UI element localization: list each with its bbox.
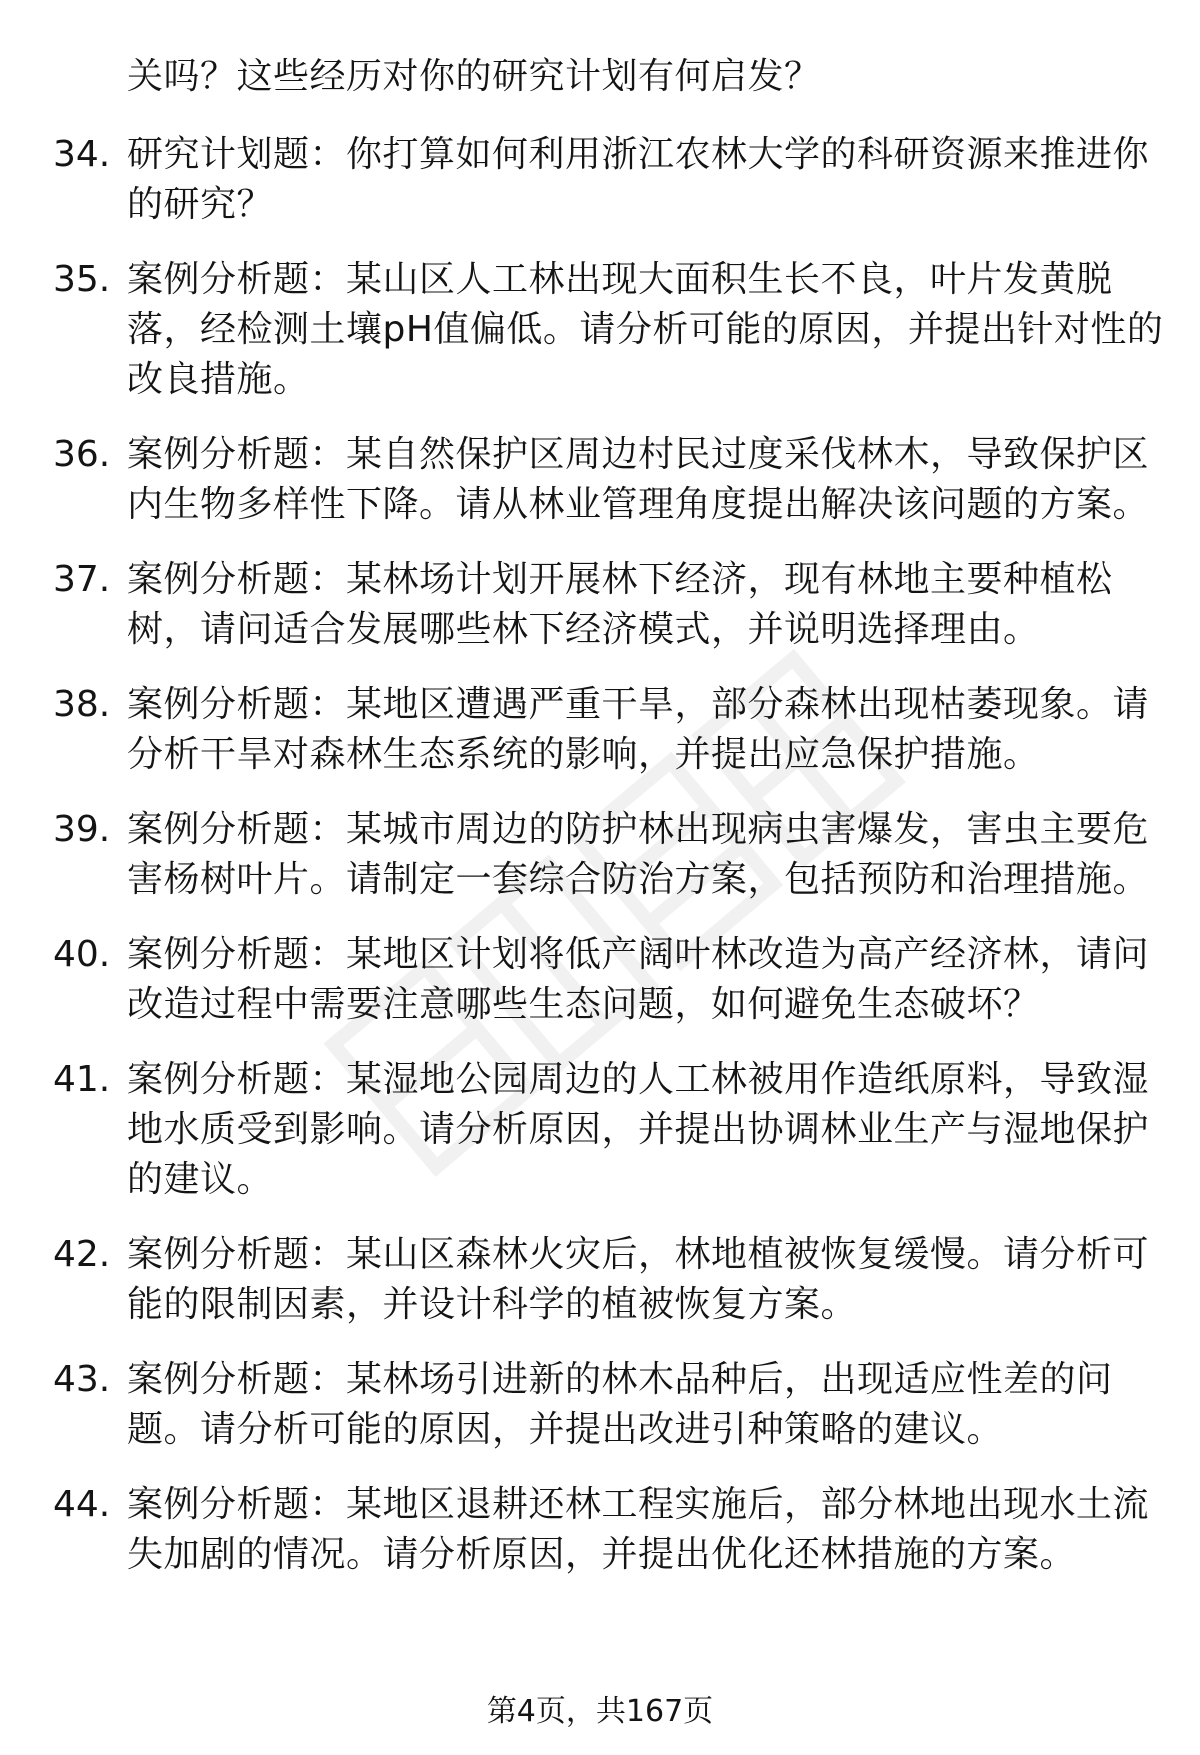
question-text-line: 案例分析题：某城市周边的防护林出现病虫害爆发，害虫主要危 bbox=[127, 809, 1150, 850]
question-text bbox=[127, 130, 1157, 230]
question-text-line: 的建议。 bbox=[127, 1159, 274, 1200]
question-number: 43. bbox=[53, 1359, 111, 1400]
question-text bbox=[127, 1055, 1157, 1205]
question-text bbox=[127, 1355, 1157, 1455]
question-text-line: 研究计划题：你打算如何利用浙江农林大学的科研资源来推进你 bbox=[127, 134, 1150, 175]
question-text-line: 害杨树叶片。请制定一套综合防治方案，包括预防和治理措施。 bbox=[127, 859, 1150, 900]
question-text bbox=[127, 555, 1157, 655]
question-text bbox=[127, 1480, 1157, 1580]
question-text bbox=[127, 930, 1157, 1030]
question-text-line: 案例分析题：某山区人工林出现大面积生长不良，叶片发黄脱 bbox=[127, 259, 1113, 300]
question-text bbox=[127, 430, 1157, 530]
question-text-line: 案例分析题：某地区退耕还林工程实施后，部分林地出现水土流 bbox=[127, 1484, 1150, 1525]
question-text-line: 失加剧的情况。请分析原因，并提出优化还林措施的方案。 bbox=[127, 1534, 1077, 1575]
question-text-line: 分析干旱对森林生态系统的影响，并提出应急保护措施。 bbox=[127, 734, 1040, 775]
question-text-line: 改良措施。 bbox=[127, 359, 310, 400]
continuation-line: 关吗？这些经历对你的研究计划有何启发？ bbox=[127, 56, 821, 97]
question-text-line: 树，请问适合发展哪些林下经济模式，并说明选择理由。 bbox=[127, 609, 1040, 650]
question-number: 41. bbox=[53, 1059, 111, 1100]
question-number: 36. bbox=[53, 434, 111, 475]
question-text bbox=[127, 255, 1164, 405]
question-text-line: 地水质受到影响。请分析原因，并提出协调林业生产与湿地保护 bbox=[127, 1109, 1150, 1150]
question-number: 42. bbox=[53, 1234, 111, 1275]
question-text-line: 改造过程中需要注意哪些生态问题，如何避免生态破坏？ bbox=[127, 984, 1040, 1025]
question-text-line: 案例分析题：某地区遭遇严重干旱，部分森林出现枯萎现象。请 bbox=[127, 684, 1150, 725]
question-text-line: 题。请分析可能的原因，并提出改进引种策略的建议。 bbox=[127, 1409, 1004, 1450]
question-text-line: 案例分析题：某林场计划开展林下经济，现有林地主要种植松 bbox=[127, 559, 1113, 600]
question-number: 34. bbox=[53, 134, 111, 175]
question-number: 39. bbox=[53, 809, 111, 850]
question-text-line: 内生物多样性下降。请从林业管理角度提出解决该问题的方案。 bbox=[127, 484, 1150, 525]
question-number: 35. bbox=[53, 259, 111, 300]
question-text bbox=[127, 805, 1157, 905]
question-number: 40. bbox=[53, 934, 111, 975]
question-text-line: 案例分析题：某山区森林火灾后，林地植被恢复缓慢。请分析可 bbox=[127, 1234, 1150, 1275]
question-text bbox=[127, 1230, 1157, 1330]
page-footer: 第4页，共167页 bbox=[486, 1694, 714, 1729]
question-text-line: 落，经检测土壤pH值偏低。请分析可能的原因，并提出针对性的 bbox=[127, 309, 1164, 350]
question-text-line: 案例分析题：某林场引进新的林木品种后，出现适应性差的问 bbox=[127, 1359, 1113, 1400]
question-text-line: 能的限制因素，并设计科学的植被恢复方案。 bbox=[127, 1284, 858, 1325]
question-number: 44. bbox=[53, 1484, 111, 1525]
question-number: 38. bbox=[53, 684, 111, 725]
question-number: 37. bbox=[53, 559, 111, 600]
question-text bbox=[127, 680, 1157, 780]
question-text-line: 的研究？ bbox=[127, 184, 274, 225]
question-text-line: 案例分析题：某地区计划将低产阔叶林改造为高产经济林，请问 bbox=[127, 934, 1150, 975]
question-text-line: 案例分析题：某自然保护区周边村民过度采伐林木，导致保护区 bbox=[127, 434, 1150, 475]
question-text-line: 案例分析题：某湿地公园周边的人工林被用作造纸原料，导致湿 bbox=[127, 1059, 1150, 1100]
